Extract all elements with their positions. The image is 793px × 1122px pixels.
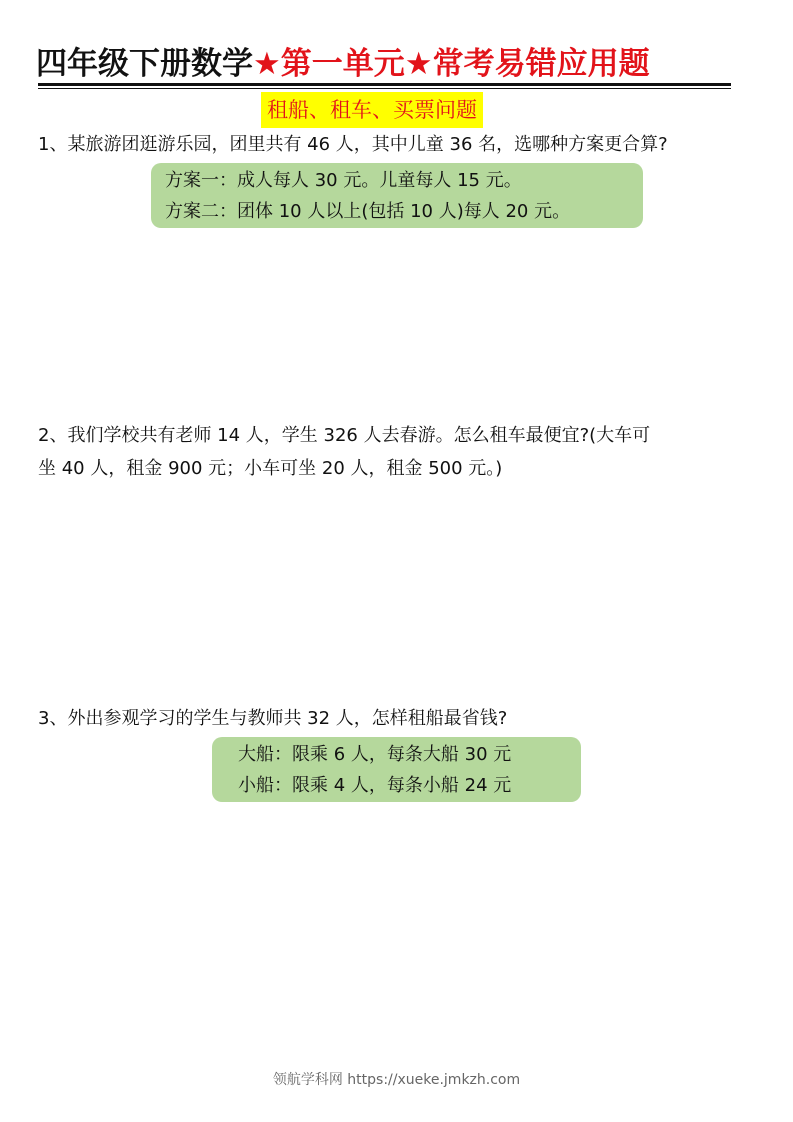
question-1-option-2: 方案二：团体 10 人以上(包括 10 人)每人 20 元。 (165, 201, 571, 222)
question-1-option-1: 方案一：成人每人 30 元。儿童每人 15 元。 (165, 170, 522, 191)
footer-watermark: 领航学科网 https://xueke.jmkzh.com (272, 1072, 521, 1088)
title-grade: 四年级下册数学 (36, 46, 253, 82)
question-1-text: 1、某旅游团逛游乐园，团里共有 46 人，其中儿童 36 名，选哪种方案更合算? (38, 134, 668, 155)
title-star-2: ★ (404, 46, 433, 82)
title-topic: 常考易错应用题 (432, 46, 650, 82)
question-1-options-box (151, 163, 643, 228)
title-unit: 第一单元 (280, 46, 405, 82)
question-3-options-box (212, 737, 581, 802)
question-2 (38, 419, 650, 485)
question-3-text: 3、外出参观学习的学生与教师共 32 人，怎样租船最省钱? (38, 708, 508, 729)
title-underline-thick (38, 83, 731, 86)
question-3-option-2: 小船：限乘 4 人，每条小船 24 元 (238, 775, 512, 796)
question-3 (38, 704, 507, 734)
question-2-line-1: 2、我们学校共有老师 14 人，学生 326 人去春游。怎么租车最便宜?(大车可 (38, 425, 651, 446)
question-3-option-1: 大船：限乘 6 人，每条大船 30 元 (238, 744, 512, 765)
question-2-line-2: 坐 40 人，租金 900 元；小车可坐 20 人，租金 500 元。) (38, 458, 503, 479)
title-underline-thin (38, 88, 731, 89)
title-star-1: ★ (253, 46, 281, 82)
section-subtitle: 租船、租车、买票问题 (261, 92, 483, 128)
question-1 (38, 130, 668, 160)
page-title (36, 42, 650, 86)
